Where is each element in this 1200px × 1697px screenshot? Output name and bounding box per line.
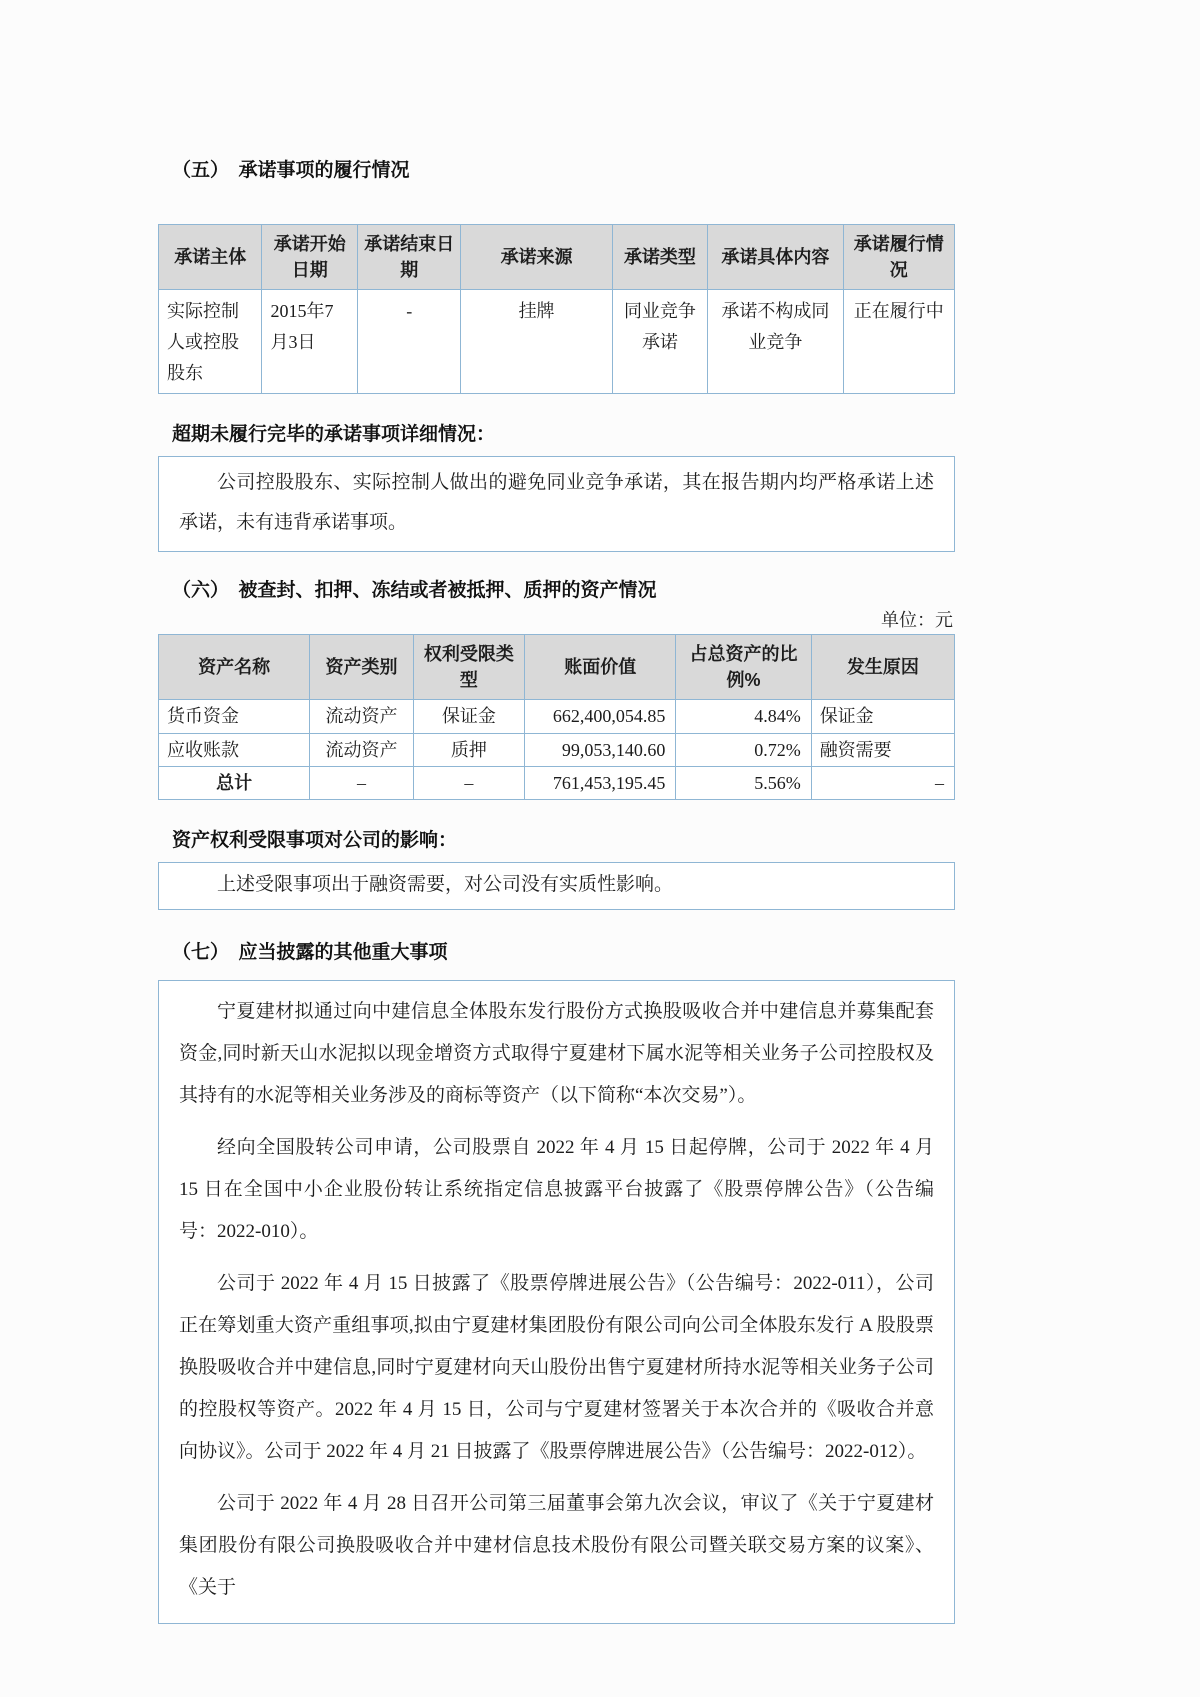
column-header: 资产名称 — [159, 635, 310, 700]
commitments-table — [158, 224, 955, 394]
table-row — [159, 733, 955, 766]
column-header: 占总资产的比例% — [676, 635, 811, 700]
table-cell: 流动资产 — [310, 700, 413, 733]
column-header: 承诺具体内容 — [708, 225, 843, 290]
section5-heading: （五） 承诺事项的履行情况 — [172, 160, 410, 181]
paragraph: 经向全国股转公司申请，公司股票自 2022 年 4 月 15 日起停牌，公司于 2022 年 4 月 15 日在全国中小企业股份转让系统指定信息披露平台披露了《股票停牌公告》（公告编号：2022-010）。 — [179, 1137, 934, 1243]
section6-heading: （六） 被查封、扣押、冻结或者被抵押、质押的资产情况 — [172, 580, 657, 602]
note-text: 上述受限事项出于融资需要，对公司没有实质性影响。 — [217, 874, 674, 896]
table-row — [159, 290, 955, 394]
asset-restriction-impact-subheading: 资产权利受限事项对公司的影响： — [172, 830, 458, 852]
table-cell: 5.56% — [676, 766, 811, 799]
table-cell: 99,053,140.60 — [525, 733, 676, 766]
table-cell: 挂牌 — [461, 290, 612, 394]
table-cell: – — [310, 766, 413, 799]
commitments-table-header-row — [159, 225, 955, 290]
paragraph: 公司于 2022 年 4 月 28 日召开公司第三届董事会第九次会议，审议了《关于宁夏建材集团股份有限公司换股吸收合并中建材信息技术股份有限公司暨关联交易方案的议案》、《关于 — [179, 1493, 934, 1599]
column-header: 承诺履行情况 — [843, 225, 954, 290]
table-cell: – — [811, 766, 954, 799]
table-cell: - — [357, 290, 460, 394]
table-cell: 保证金 — [811, 700, 954, 733]
table-cell: 2015年7月3日 — [262, 290, 358, 394]
table-cell: 质押 — [413, 733, 524, 766]
column-header: 账面价值 — [525, 635, 676, 700]
table-cell: 总计 — [159, 766, 310, 799]
column-header: 承诺来源 — [461, 225, 612, 290]
overdue-commitments-note-box — [158, 456, 955, 552]
table-cell: 应收账款 — [159, 733, 310, 766]
overdue-commitments-subheading: 超期未履行完毕的承诺事项详细情况： — [172, 424, 496, 446]
table-cell: 承诺不构成同业竞争 — [708, 290, 843, 394]
column-header: 承诺结束日期 — [357, 225, 460, 290]
column-header: 资产类别 — [310, 635, 413, 700]
table-cell: – — [413, 766, 524, 799]
section7-heading: （七） 应当披露的其他重大事项 — [172, 942, 448, 964]
other-major-events-box — [158, 980, 955, 1624]
table-cell: 同业竞争承诺 — [612, 290, 708, 394]
asset-restriction-impact-note-box — [158, 862, 955, 910]
restricted-assets-header-row — [159, 635, 955, 700]
column-header: 承诺主体 — [159, 225, 262, 290]
table-cell: 融资需要 — [811, 733, 954, 766]
paragraph: 宁夏建材拟通过向中建信息全体股东发行股份方式换股吸收合并中建信息并募集配套资金,同时新天山水泥拟以现金增资方式取得宁夏建材下属水泥等相关业务子公司控股权及其持有的水泥等相关业务涉及的商标等资产（以下简称“本次交易”）。 — [179, 1001, 934, 1107]
restricted-assets-table — [158, 634, 955, 800]
column-header: 承诺开始日期 — [262, 225, 358, 290]
table-row — [159, 700, 955, 733]
table-cell: 保证金 — [413, 700, 524, 733]
table-cell: 662,400,054.85 — [525, 700, 676, 733]
table-cell: 流动资产 — [310, 733, 413, 766]
table-cell: 货币资金 — [159, 700, 310, 733]
table-cell: 实际控制人或控股股东 — [159, 290, 262, 394]
column-header: 发生原因 — [811, 635, 954, 700]
unit-label: 单位：元 — [881, 610, 953, 631]
column-header: 权利受限类型 — [413, 635, 524, 700]
table-cell: 4.84% — [676, 700, 811, 733]
table-cell: 0.72% — [676, 733, 811, 766]
note-text: 公司控股股东、实际控制人做出的避免同业竞争承诺，其在报告期内均严格承诺上述承诺，未有违背承诺事项。 — [179, 472, 934, 534]
table-total-row — [159, 766, 955, 799]
table-cell: 正在履行中 — [843, 290, 954, 394]
column-header: 承诺类型 — [612, 225, 708, 290]
table-cell: 761,453,195.45 — [525, 766, 676, 799]
paragraph: 公司于 2022 年 4 月 15 日披露了《股票停牌进展公告》（公告编号：2022-011），公司正在筹划重大资产重组事项,拟由宁夏建材集团股份有限公司向公司全体股东发行 A 股股票换股吸收合并中建信息,同时宁夏建材向天山股份出售宁夏建材所持水泥等相关业务子公司的控股权等资产。2022 年 4 月 15 日，公司与宁夏建材签署关于本次合并的《吸收合并意向协议》。公司于 2022 年 4 月 21 日披露了《股票停牌进展公告》（公告编号：2022-012）。 — [179, 1273, 934, 1463]
